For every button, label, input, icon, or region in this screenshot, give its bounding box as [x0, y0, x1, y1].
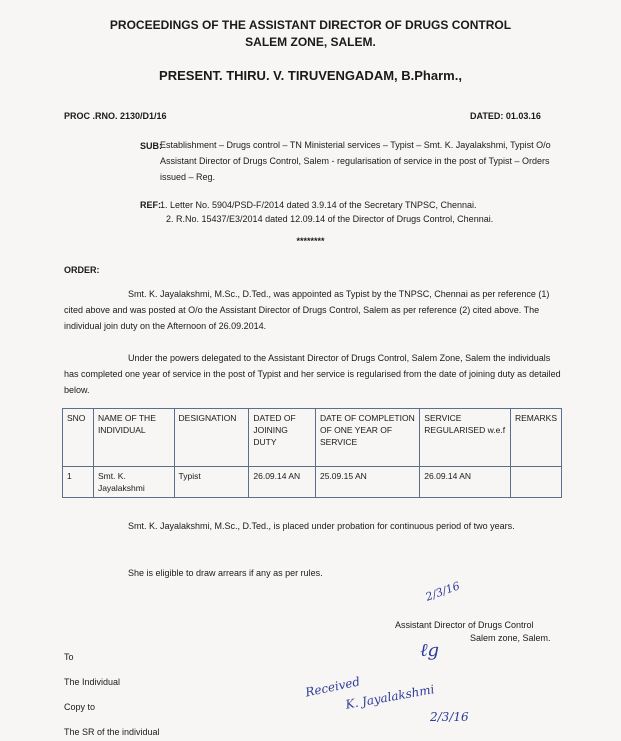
copy-to-value: The SR of the individual [64, 727, 160, 737]
header-line2: SALEM ZONE, SALEM. [245, 35, 376, 49]
dated: DATED: 01.03.16 [470, 111, 541, 121]
handwritten-name: K. Jayalakshmi [344, 682, 436, 712]
reference-2: 2. R.No. 15437/E3/2014 dated 12.09.14 of the Director of Drugs Control, Chennai. [166, 214, 494, 224]
sub-label: SUB: [140, 141, 162, 151]
handwritten-initial-date: 2/3/16 [423, 579, 462, 604]
signatory-title: Assistant Director of Drugs Control [395, 620, 534, 630]
col-sno: SNO [63, 409, 94, 467]
cell-completion-date: 25.09.15 AN [315, 467, 419, 498]
separator: ******** [296, 236, 325, 246]
handwritten-date: 2/3/16 [430, 710, 469, 724]
header-line1: PROCEEDINGS OF THE ASSISTANT DIRECTOR OF DRUGS CONTROL [109, 18, 512, 32]
to-label: To [64, 652, 74, 662]
cell-remarks [510, 467, 561, 498]
cell-designation: Typist [174, 467, 249, 498]
col-designation: DESIGNATION [174, 409, 249, 467]
signature-initials: ℓg [420, 640, 440, 661]
order-label: ORDER: [64, 265, 100, 275]
cell-sno: 1 [63, 467, 94, 498]
handwritten-received: Received [304, 674, 362, 700]
order-paragraph-2: Under the powers delegated to the Assistant Director of Drugs Control, Salem Zone, Salem the individuals has completed one year of service in the post of Typist and her service is regularised from the date of joining duty as detailed below. [64, 353, 561, 395]
col-regularised: SERVICE REGULARISED w.e.f [420, 409, 511, 467]
proc-number: PROC .RNO. 2130/D1/16 [64, 111, 167, 121]
order-paragraph-1: Smt. K. Jayalakshmi, M.Sc., D.Ted., was appointed as Typist by the TNPSC, Chennai as per reference (1) cited above and was posted at O/o the Assistant Director of Drugs Control, Salem as per reference (2) cited above. The individual join duty on the Afternoon of 26.09.2014. [64, 289, 550, 331]
arrears-paragraph: She is eligible to draw arrears if any as per rules. [128, 568, 323, 578]
cell-name: Smt. K. Jayalakshmi [93, 467, 174, 498]
subject-text: Establishment – Drugs control – TN Ministerial services – Typist – Smt. K. Jayalakshmi, Typist O/o Assistant Director of Drugs Control, Salem - regularisation of service in the post of Typist – Orders issued – Reg. [160, 140, 551, 182]
col-completion-date: DATE OF COMPLETION OF ONE YEAR OF SERVICE [315, 409, 419, 467]
table-header-row [63, 409, 562, 467]
col-remarks: REMARKS [510, 409, 561, 467]
col-joining-date: DATED OF JOINING DUTY [249, 409, 316, 467]
signatory-zone: Salem zone, Salem. [470, 633, 551, 643]
reference-1: 1. Letter No. 5904/PSD-F/2014 dated 3.9.14 of the Secretary TNPSC, Chennai. [160, 200, 477, 210]
copy-to-label: Copy to [64, 702, 96, 712]
cell-joining-date: 26.09.14 AN [249, 467, 316, 498]
to-value: The Individual [64, 677, 121, 687]
ref-label: REF: [140, 200, 161, 210]
table-row [63, 467, 562, 498]
present-line: PRESENT. THIRU. V. TIRUVENGADAM, B.Pharm., [159, 68, 462, 83]
col-name: NAME OF THE INDIVIDUAL [93, 409, 174, 467]
probation-paragraph: Smt. K. Jayalakshmi, M.Sc., D.Ted., is placed under probation for continuous period of two years. [128, 521, 515, 531]
cell-regularised: 26.09.14 AN [420, 467, 511, 498]
regularisation-table [62, 408, 562, 498]
